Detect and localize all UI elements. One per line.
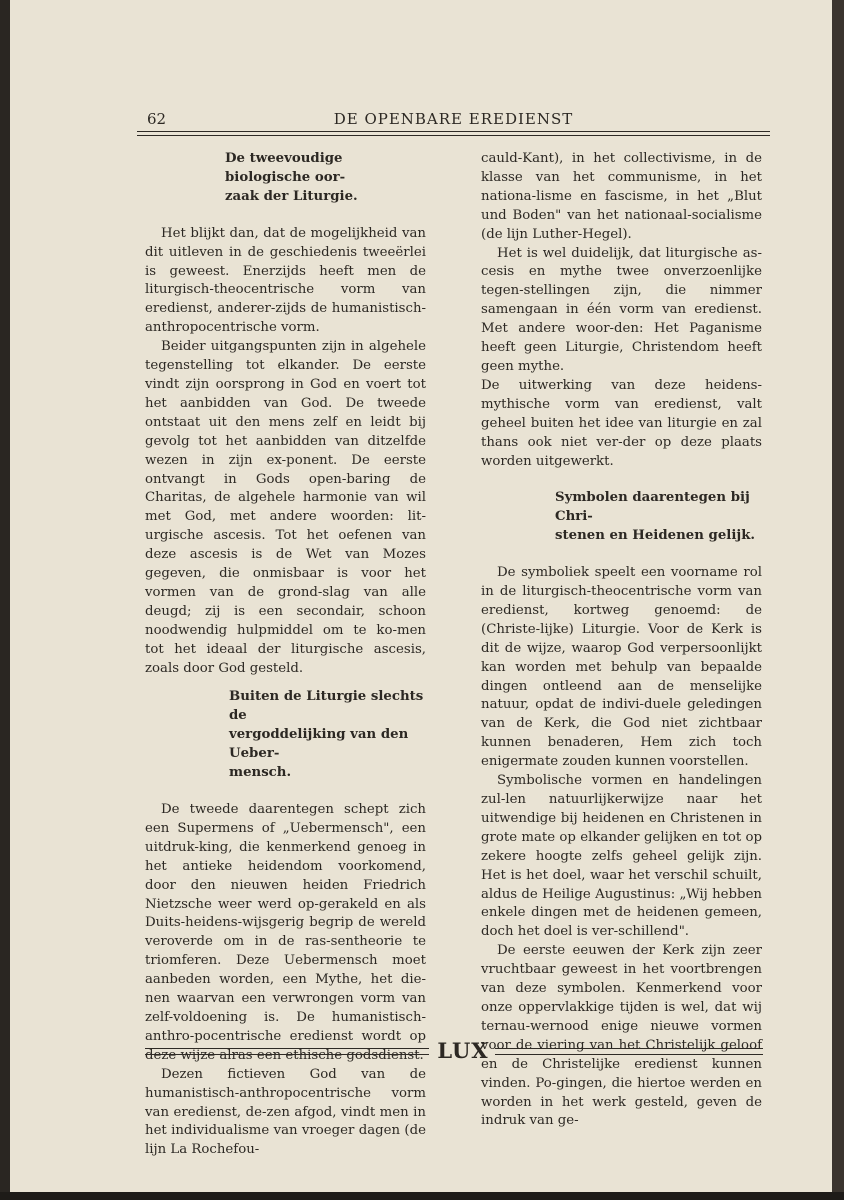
page-header bbox=[137, 108, 770, 130]
paragraph: cauld-Kant), in het collectivisme, in de klasse van het communisme, in het nationa-lisme en fascisme, in het „Blut und Boden" van het nationaal-socialisme (de lijn Luther-Hegel). bbox=[481, 151, 762, 242]
paragraph: Dezen fictieven God van de humanistisch-anthropocentrische vorm van eredienst, de-zen afgod, vindt men in het individualisme van vroeger dagen (de lijn La Rochefou- bbox=[145, 1066, 426, 1158]
paragraph: De uitwerking van deze heidens-mythische vorm van eredienst, valt geheel buiten het idee van liturgie en zal thans ook niet ver-der op deze plaats worden uitgewerkt. bbox=[481, 377, 762, 469]
header-rule-thin bbox=[137, 135, 770, 136]
footer-rule-right bbox=[495, 1048, 763, 1055]
paragraph: Het blijkt dan, dat de mogelijkheid van dit uitleven in de geschiedenis tweeërlei is geweest. Enerzijds heeft men de liturgisch-theocentrische vorm van eredienst, anderer-zijds de humanistisch-anthropocentrische vorm. bbox=[145, 225, 426, 336]
page-footer bbox=[145, 1040, 763, 1070]
left-column bbox=[145, 150, 426, 1160]
scan-edge-bottom bbox=[0, 1192, 844, 1200]
paragraph: De eerste eeuwen der Kerk zijn zeer vruchtbaar geweest in het voortbrengen van deze symbolen. Kenmerkend voor onze oppervlakkige tijden is wel, dat wij ternau-wernood enige nieuwe vormen voor de viering van het Christelijk geloof en de Christelijke eredienst kunnen vinden. Po-gingen, die hiertoe werden en worden in het werk gesteld, geven de indruk van ge- bbox=[481, 943, 762, 1129]
paragraph: De tweede daarentegen schept zich een Supermens of „Uebermensch", een uitdruk-king, die kenmerkend genoeg in het antieke heidendom voorkomend, door den nieuwen heiden Friedrich Nietzsche weer werd op-gerakeld en als Duits-heidens-wijsgerig begrip de wereld veroverde om in de ras-sentheorie te triomferen. Deze Uebermensch moet aanbeden worden, een Mythe, het die-nen waarvan een verwrongen vorm van zelf-voldoening is. De humanistisch-anthro-pocentrische eredienst wordt op deze wijze alras een ethische godsdienst. bbox=[145, 802, 426, 1063]
paragraph: Symbolische vormen en handelingen zul-len natuurlijkerwijze naar het uitwendige bij heidenen en Christenen in grote mate op elkander gelijken en tot op zekere hoogte zelfs geheel gelijk zijn. Het is het doel, waar het verschil schuilt, aldus de Heilige Augustinus: „Wij hebben enkele dingen met de heidenen gemeen, doch het doel is ver-schillend". bbox=[481, 773, 762, 940]
paragraph: Het is wel duidelijk, dat liturgische as-cesis en mythe twee onverzoenlijke tegen-stellingen zijn, die nimmer samengaan in één vorm van eredienst. Met andere woor-den: Het Paganisme heeft geen Liturgie, Christendom heeft geen mythe. bbox=[481, 245, 762, 374]
section-heading: De tweevoudige biologische oor- zaak der Liturgie. bbox=[225, 151, 358, 204]
section-heading: Symbolen daarentegen bij Chri- stenen en Heidenen gelijk. bbox=[555, 490, 756, 544]
paragraph: De symboliek speelt een voorname rol in de liturgisch-theocentrische vorm van eredienst, kortweg genoemd: de (Christe-lijke) Liturgie. Voor de Kerk is dit de wijze, waarop God verpersoonlijkt kan worden met behulp van bepaalde dingen ontleend aan de menselijke natuur, opdat de indivi-duele geledingen van de Kerk, die God niet zichtbaar kunnen benaderen, Hem zich toch enigermate zouden kunnen voorstellen. bbox=[481, 565, 762, 770]
scan-edge-right bbox=[832, 0, 844, 1200]
paragraph: Beider uitgangspunten zijn in algehele tegenstelling tot elkander. De eerste vindt zijn oorsprong in God en voert tot het aanbidden van God. De tweede ontstaat uit den mens zelf en leidt bij gevolg tot het aanbidden van ditzelfde wezen in zijn ex-ponent. De eerste ontvangt in Gods open-baring de Charitas, de algehele harmonie van wil met God, met andere woorden: lit-urgische ascesis. Tot het oefenen van deze ascesis is de Wet van Mozes gegeven, die onmisbaar is voor het vormen van de grond-slag van alle deugd; zij is een secondair, schoon noodwendig hulpmiddel om te ko-men tot het ideaal der liturgische ascesis, zoals door God gesteld. bbox=[145, 339, 426, 676]
footer-rule-left bbox=[145, 1048, 429, 1055]
header-rule bbox=[137, 131, 770, 132]
lux-logo: LUX bbox=[437, 1038, 489, 1063]
page-number: 62 bbox=[147, 110, 167, 128]
running-title: DE OPENBARE EREDIENST bbox=[333, 110, 574, 128]
section-heading: Buiten de Liturgie slechts de vergoddelijking van den Ueber- mensch. bbox=[229, 689, 424, 781]
right-column bbox=[481, 150, 762, 1131]
